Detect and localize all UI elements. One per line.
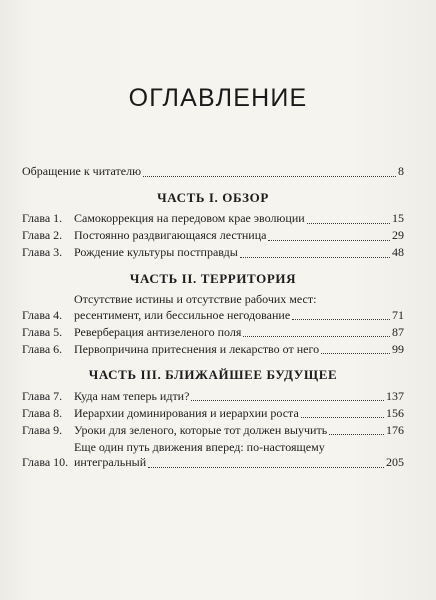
dot-leader (191, 400, 384, 401)
chapter-page-number: 156 (386, 405, 404, 420)
chapter-title: Постоянно раздвигающаяся лестница (74, 228, 267, 242)
chapter-title-block (74, 423, 404, 439)
chapter-title: Самокоррекция на передовом крае эволюции (74, 211, 305, 225)
chapter-number: Глава 1. (22, 211, 63, 225)
chapter-title-line: ресентимент, или бессильное негодование (74, 307, 291, 322)
chapter-title-block (74, 389, 404, 405)
dot-leader (148, 467, 384, 468)
chapter-title: Реверберация антизеленого поля (74, 324, 242, 339)
chapter-page-number: 137 (386, 388, 404, 403)
chapter-number: Глава 9. (22, 422, 63, 437)
chapter-number: Глава 6. (22, 341, 63, 356)
chapter-entry (22, 342, 404, 358)
chapter-entry (22, 440, 404, 471)
chapter-entry (22, 211, 404, 227)
chapter-title-block (74, 228, 404, 244)
part-heading: ЧАСТЬ III. БЛИЖАЙШЕЕ БУДУЩЕЕ (88, 367, 338, 382)
chapter-page-number: 15 (392, 211, 404, 225)
chapter-title-block (74, 342, 404, 358)
chapter-page-number: 99 (392, 341, 404, 356)
toc-intro-entry (22, 164, 404, 180)
chapter-title-block (74, 211, 404, 227)
dot-leader (321, 353, 390, 354)
chapter-page-number: 87 (392, 324, 404, 339)
dot-leader (243, 336, 390, 337)
chapter-title-line: Еще один путь движения вперед: по-настоящему (74, 439, 325, 454)
chapter-entry (22, 406, 404, 422)
chapter-entry (22, 423, 404, 439)
dot-leader (292, 319, 390, 320)
chapter-number: Глава 3. (22, 245, 63, 259)
page-title: ОГЛАВЛЕНИЕ (128, 84, 308, 112)
intro-page: 8 (398, 164, 404, 178)
part-heading: ЧАСТЬ I. ОБЗОР (157, 189, 269, 205)
chapter-title-block (74, 245, 404, 261)
chapter-number: Глава 8. (22, 405, 63, 420)
chapter-page-number: 176 (386, 422, 404, 437)
table-of-contents (22, 164, 404, 472)
chapter-entry (22, 228, 404, 244)
chapter-title-line: Отсутствие истины и отсутствие рабочих мест: (74, 292, 317, 306)
parts-list (22, 190, 404, 471)
chapter-title: Рождение культуры постправды (74, 245, 238, 259)
chapter-number: Глава 4. (22, 307, 63, 322)
chapter-entry (22, 325, 404, 341)
chapter-number: Глава 7. (22, 388, 63, 403)
chapter-page-number: 48 (392, 245, 404, 259)
chapter-entry (22, 292, 404, 323)
chapter-entry (22, 245, 404, 261)
dot-leader (301, 417, 384, 418)
part-heading: ЧАСТЬ II. ТЕРРИТОРИЯ (129, 270, 297, 286)
chapter-title-block (74, 406, 404, 422)
chapter-number: Глава 5. (22, 324, 63, 339)
chapter-title-line: интегральный (74, 455, 147, 469)
chapter-title-block (74, 292, 404, 323)
chapter-page-number: 205 (386, 455, 404, 469)
chapter-title: Первопричина притеснения и лекарство от него (74, 341, 320, 356)
dot-leader (329, 434, 384, 435)
dot-leader (307, 223, 390, 224)
chapter-entry (22, 389, 404, 405)
chapter-title: Иерархии доминирования и иерархии роста (74, 405, 299, 420)
dot-leader (240, 257, 390, 258)
chapter-title: Куда нам теперь идти? (74, 388, 190, 403)
chapter-number: Глава 10. (22, 455, 69, 469)
chapter-title-block (74, 440, 404, 471)
dot-leader (268, 240, 390, 241)
chapter-number: Глава 2. (22, 228, 63, 242)
dot-leader (143, 176, 396, 177)
chapter-page-number: 71 (392, 307, 404, 322)
chapter-title-block (74, 325, 404, 341)
intro-label: Обращение к читателю (22, 164, 142, 178)
chapter-title: Уроки для зеленого, которые тот должен выучить (74, 422, 328, 437)
chapter-page-number: 29 (392, 228, 404, 242)
